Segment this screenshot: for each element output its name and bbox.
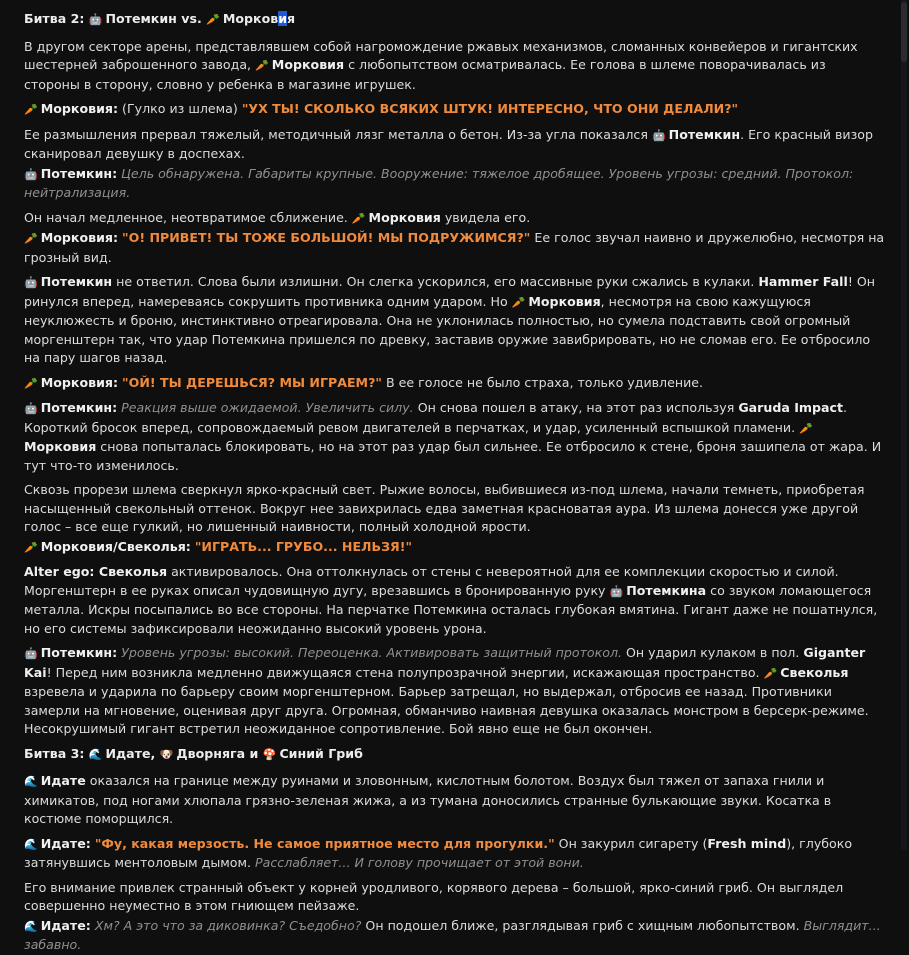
robot-icon: 🤖 (651, 128, 666, 142)
text: . Короткий бросок вперед, сопровождаемый ревом двигателей в перчатках, и удар, усиленный вспышкой пламени. (24, 400, 848, 435)
scrollbar-thumb[interactable] (901, 2, 907, 62)
text: (Гулко из шлема) (122, 101, 238, 116)
thought-text: Уровень угрозы: высокий. Переоценка. Активировать защитный протокол. (121, 645, 622, 660)
name-morkoviya: Морковия (271, 57, 345, 72)
thought-text: Расслабляет... И голову прочищает от этой вони. (255, 855, 584, 870)
paragraph (24, 374, 885, 394)
paragraph (24, 917, 885, 955)
paragraph (24, 772, 885, 829)
robot-icon: 🤖 (24, 647, 38, 660)
carrot-icon: 🥕 (24, 232, 38, 245)
text: Ее размышления прервал тяжелый, методичный лязг металла о бетон. Из-за угла показался (24, 126, 648, 142)
carrot-icon: 🥕 (24, 376, 38, 390)
thought-text: Хм? А это что за диковинка? Съедобно? (94, 917, 362, 933)
carrot-icon: 🥕 (763, 666, 778, 680)
paragraph (24, 644, 885, 739)
heading-name: Морков (222, 11, 279, 26)
move-name: Hammer Fall (758, 274, 848, 289)
speaker-label: Идате: (40, 917, 91, 933)
dialogue-line: "Фу, какая мерзость. Не самое приятное место для прогулки." (94, 835, 555, 851)
item-name: Fresh mind (707, 835, 787, 851)
text: увидела его. (444, 209, 531, 225)
text-cursor[interactable]: и (278, 11, 288, 26)
text: взревела и ударила по барьеру своим моргенштерном. Барьер затрещал, но выдержал, отбросив ее назад. Противники замерли на мгновение, оценивая друг друга. Огромная, обманчиво наивная девушка оказалась монстром в берсерк-режиме. Несокрушимый гигант встретил неожиданное сопротивление. Бой явно еще не был окончен. (24, 684, 869, 736)
text: Ее голос звучал наивно и дружелюбно, несмотря на грозный вид. (24, 230, 885, 265)
carrot-icon: 🥕 (206, 13, 220, 26)
heading-name: Дворняга и (176, 745, 259, 761)
robot-icon: 🤖 (88, 13, 103, 26)
mushroom-icon: 🍄 (262, 747, 277, 761)
text: Сквозь прорези шлема сверкнул ярко-красный свет. Рыжие волосы, выбившиеся из-под шлема, начали темнеть, приобретая насыщенный свекольный оттенок. Вокруг нее завихрилась едва заметная красноватая аура. Из шлема донесся уже другой голос – все еще гулкий, но лишенный наивности, полный холодной ярости. (24, 482, 865, 534)
paragraph (24, 563, 885, 638)
dialogue-line: "О! ПРИВЕТ! ТЫ ТОЖЕ БОЛЬШОЙ! МЫ ПОДРУЖИМСЯ?" (122, 230, 531, 245)
wave-icon: 🌊 (24, 775, 38, 788)
thought-text: Реакция выше ожидаемой. Увеличить силу. (121, 400, 414, 415)
dialogue-line: "ИГРАТЬ... ГРУБО... НЕЛЬЗЯ!" (194, 538, 413, 554)
heading-prefix: Битва 3: (24, 745, 85, 761)
text: активировалось. Она оттолкнулась от стены с невероятной для ее комплекции скоростью и силой. Моргенштерн в ее руках описал чудовищную дугу, врезавшись в бронированную руку (24, 564, 839, 598)
paragraph (24, 879, 885, 916)
name-potemkin: Потемкин (40, 274, 113, 289)
dog-icon: 🐶 (159, 747, 174, 761)
robot-icon: 🤖 (609, 584, 624, 598)
name-svekolya: Свеколья (780, 664, 849, 680)
speaker-label: Потемкин: (40, 165, 118, 181)
speaker-label: Морковия/Свеколья: (40, 538, 191, 554)
paragraph (24, 835, 885, 873)
carrot-icon: 🥕 (351, 211, 366, 225)
robot-icon: 🤖 (24, 276, 38, 289)
carrot-icon: 🥕 (24, 540, 38, 554)
paragraph (24, 399, 885, 475)
text: с любопытством осматривалась. Ее голова в шлеме поворачивалась из стороны в сторону, словно у ребенка в магазине игрушек. (24, 57, 826, 92)
text: В другом секторе арены, представлявшем собой нагромождение ржавых механизмов, сломанных конвейеров и гигантских шестерней заброшенного завода, (24, 38, 858, 72)
battle2-heading (24, 10, 885, 30)
paragraph (24, 273, 885, 368)
move-name: Giganter Kai (24, 645, 866, 680)
name-potemkin: Потемкин (668, 126, 741, 142)
speaker-label: Потемкин: (40, 645, 118, 660)
dialogue-line: "ОЙ! ТЫ ДЕРЕШЬСЯ? МЫ ИГРАЕМ?" (122, 374, 382, 390)
name-morkoviya: Морковия (528, 293, 601, 309)
speaker-label: Морковия: (40, 230, 119, 245)
text: Он закурил сигарету ( (558, 835, 708, 851)
paragraph (24, 100, 885, 120)
heading-name: Потемкин vs. (105, 11, 202, 26)
text: оказался на границе между руинами и зловонным, кислотным болотом. Воздух был тяжел от запаха гнили и химикатов, под ногами хлюпала грязно-зеленая жижа, а из тумана доносились странные булькающие звуки. Косатка в костюме поморщился. (24, 773, 832, 826)
speaker-label: Морковия: (40, 374, 119, 390)
paragraph (24, 538, 885, 558)
battle3-heading (24, 745, 885, 765)
carrot-icon: 🥕 (511, 295, 526, 309)
text: В ее голосе не было страха, только удивление. (385, 374, 704, 390)
heading-name: Идате, (105, 745, 156, 761)
thought-text: Выглядит... забавно. (24, 917, 881, 952)
heading-prefix: Битва 2: (24, 11, 85, 26)
thought-text: Цель обнаружена. Габариты крупные. Вооружение: тяжелое дробящее. Уровень угрозы: средний. Протокол: нейтрализация. (24, 165, 854, 200)
paragraph (24, 229, 885, 267)
paragraph (24, 209, 885, 229)
scrollbar-track[interactable] (901, 0, 907, 850)
text: Его внимание привлек странный объект у корней уродливого, корявого дерева – большой, ярко-синий гриб. Он выглядел совершенно неуместно в этом гниющем пейзаже. (24, 879, 844, 913)
text: не ответил. Слова были излишни. Он слегка ускорился, его массивные руки сжались в кулаки. (116, 274, 755, 289)
speaker-label: Потемкин: (40, 400, 118, 415)
wave-icon: 🌊 (24, 837, 38, 851)
text: Он подошел ближе, разглядывая гриб с хищным любопытством. (365, 917, 800, 933)
paragraph (24, 126, 885, 164)
wave-icon: 🌊 (88, 747, 103, 761)
text: ! Перед ним возникла медленно движущаяся стена полупрозрачной энергии, искажающая пространство. (46, 664, 760, 680)
name-morkoviya: Морковия (24, 439, 97, 454)
robot-icon: 🤖 (24, 402, 38, 415)
heading-name: Синий Гриб (279, 745, 363, 761)
text: Он начал медленное, неотвратимое сближение. (24, 209, 348, 225)
text: , несмотря на свою кажущуюся неуклюжесть и броню, инстинктивно отреагировала. Она не уклонилась полностью, но сумела подставить свой огромный моргенштерн так, что удар Потемкина пришелся по древку, заставив оружие завибрировать, но не сломав его. Ее отбросило на пару шагов назад. (24, 293, 871, 365)
paragraph (24, 165, 885, 203)
speaker-label: Идате: (40, 835, 91, 851)
name-potemkin: Потемкина (626, 582, 707, 598)
carrot-icon: 🥕 (799, 421, 813, 435)
carrot-icon: 🥕 (24, 103, 38, 116)
text: Он снова пошел в атаку, на этот раз используя (417, 400, 735, 415)
name-morkoviya: Морковия (368, 209, 441, 225)
robot-icon: 🤖 (24, 167, 38, 181)
paragraph (24, 481, 885, 537)
text: Он ударил кулаком в пол. (626, 645, 800, 660)
move-name: Garuda Impact (738, 400, 844, 415)
speaker-label: Морковия: (40, 101, 119, 116)
text: ! Он ринулся вперед, намереваясь сокрушить противника одним ударом. Но (24, 274, 876, 309)
carrot-icon: 🥕 (255, 59, 269, 72)
text: снова попыталась блокировать, но на этот раз удар был сильнее. Ее отбросило к стене, броня зашипела от жара. И тут что-то изменилось. (24, 439, 882, 473)
text: со звуком ломающегося металла. Искры посыпались во все стороны. На перчатке Потемкина осталась глубокая вмятина. Гигант даже не пошатнулся, но его системы зафиксировали неожиданно высокий уровень урона. (24, 582, 878, 636)
wave-icon: 🌊 (24, 919, 38, 933)
alter-ego-label: Alter ego: Свеколья (24, 564, 168, 579)
heading-name-end: я (287, 11, 296, 26)
name-idate: Идате (40, 773, 86, 788)
text: . Его красный визор сканировал девушку в доспехах. (24, 126, 873, 161)
paragraph (24, 38, 885, 95)
text: ), глубоко затянувшись ментоловым дымом. (24, 835, 853, 870)
dialogue-line: "УХ ТЫ! СКОЛЬКО ВСЯКИХ ШТУК! ИНТЕРЕСНО, ЧТО ОНИ ДЕЛАЛИ?" (241, 101, 739, 116)
